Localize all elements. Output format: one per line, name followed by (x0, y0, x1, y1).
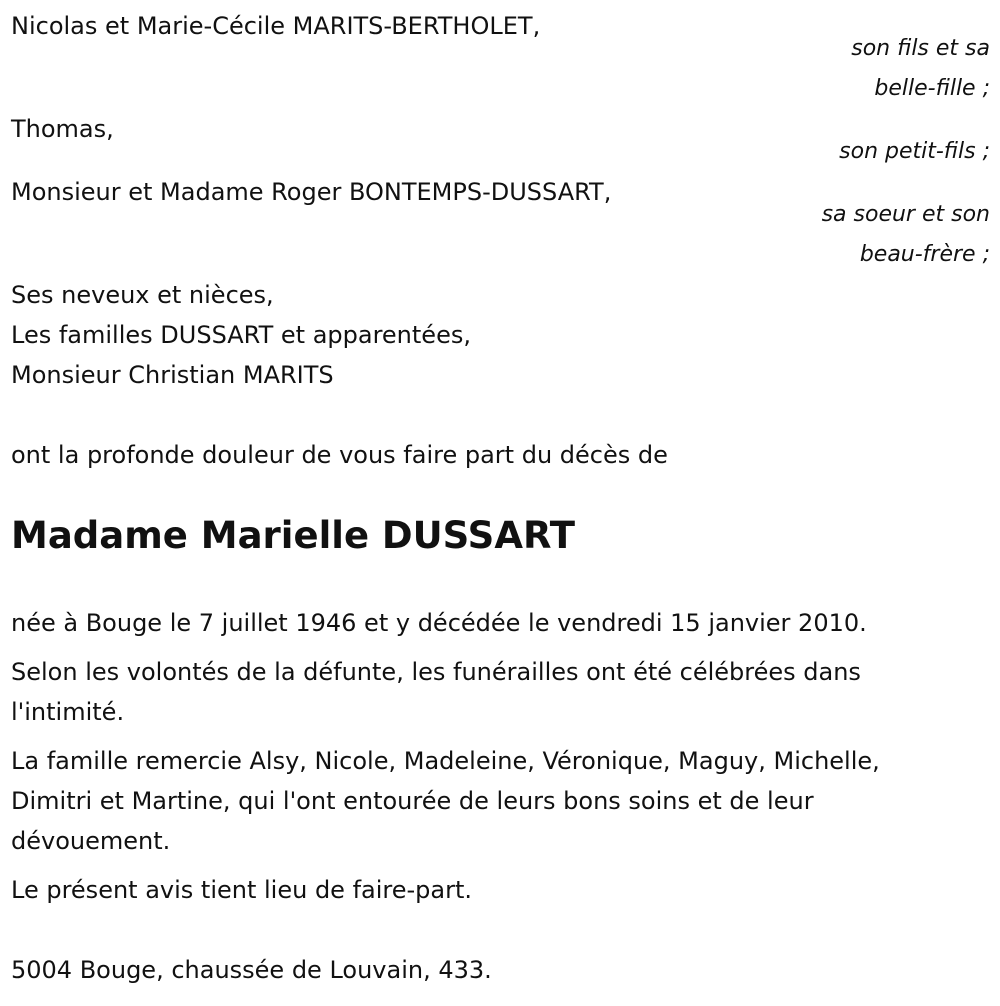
family-member-1-relation-line2: belle-fille ; (874, 76, 990, 101)
funeral-text-line1: Selon les volontés de la défunte, les funérailles ont été célébrées dans (11, 658, 861, 686)
family-member-1-name: Nicolas et Marie-Cécile MARITS-BERTHOLET, (11, 12, 541, 40)
thanks-text-line2: Dimitri et Martine, qui l'ont entourée de leurs bons soins et de leur (11, 787, 814, 815)
family-member-3-relation-line2: beau-frère ; (859, 242, 990, 267)
thanks-text-line3: dévouement. (11, 827, 171, 855)
family-member-3-name: Monsieur et Madame Roger BONTEMPS-DUSSART, (11, 178, 612, 206)
notice-text: Le présent avis tient lieu de faire-part. (11, 876, 473, 904)
family-member-1-relation-line1: son fils et sa (851, 36, 990, 61)
family-member-2-relation: son petit-fils ; (839, 139, 990, 164)
thanks-text-line1: La famille remercie Alsy, Nicole, Madeleine, Véronique, Maguy, Michelle, (11, 747, 880, 775)
funeral-text-line2: l'intimité. (11, 698, 125, 726)
family-member-3-relation-line1: sa soeur et son (821, 202, 990, 227)
family-other-2: Les familles DUSSART et apparentées, (11, 321, 471, 349)
family-other-1: Ses neveux et nièces, (11, 281, 274, 309)
announcement-text: ont la profonde douleur de vous faire part du décès de (11, 441, 668, 469)
family-member-2-name: Thomas, (11, 115, 114, 143)
address-text: 5004 Bouge, chaussée de Louvain, 433. (11, 956, 492, 984)
family-other-3: Monsieur Christian MARITS (11, 361, 334, 389)
deceased-name: Madame Marielle DUSSART (11, 514, 576, 557)
birth-death-text: née à Bouge le 7 juillet 1946 et y décédée le vendredi 15 janvier 2010. (11, 609, 867, 637)
